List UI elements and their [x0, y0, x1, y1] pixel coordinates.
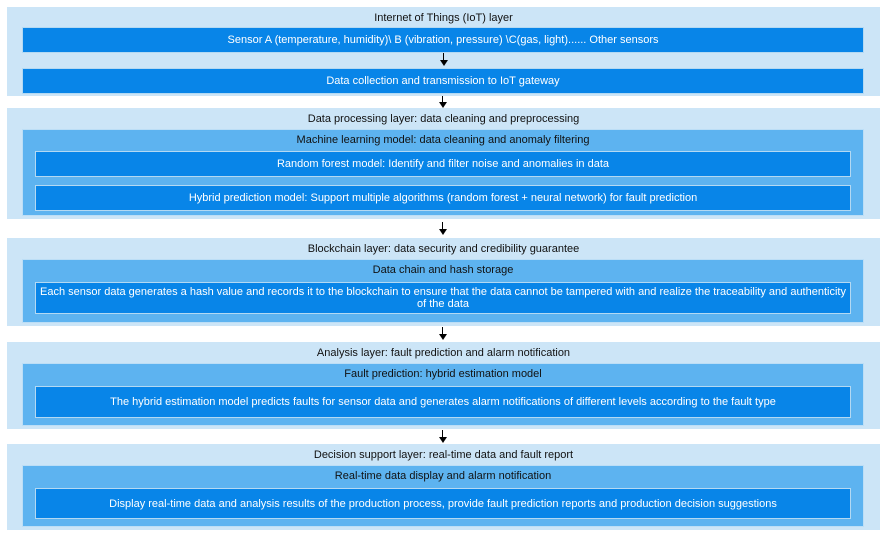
down-arrow-icon: [7, 53, 880, 67]
down-arrow-icon: [0, 219, 885, 238]
data-processing-layer-title: Data processing layer: data cleaning and preprocessing: [307, 113, 580, 125]
down-arrow-icon: [0, 429, 885, 444]
realtime-report-box-label: Display real-time data and analysis results of the production process, provide fault prediction reports and production decision suggestions: [109, 497, 777, 510]
hybrid-prediction-box: [35, 185, 851, 211]
gateway-box-label: Data collection and transmission to IoT gateway: [326, 75, 560, 87]
down-arrow-icon: [0, 96, 885, 108]
random-forest-box: [35, 151, 851, 177]
hash-storage-box: [35, 282, 851, 314]
iot-layer-panel: [7, 7, 880, 96]
fault-prediction-group: [22, 363, 864, 426]
decision-support-layer-title: Decision support layer: real-time data and fault report: [313, 449, 574, 461]
realtime-display-group: [22, 465, 864, 527]
sensors-box-label: Sensor A (temperature, humidity)\ B (vibration, pressure) \C(gas, light)...... Other sensors: [227, 34, 659, 46]
analysis-layer-panel: [7, 342, 880, 429]
down-arrow-icon: [0, 326, 885, 342]
blockchain-layer-title: Blockchain layer: data security and credibility guarantee: [307, 243, 580, 255]
arrow-head: [440, 60, 448, 66]
arrow-shaft: [442, 327, 443, 334]
realtime-report-box: [35, 488, 851, 519]
machine-learning-group: [22, 129, 864, 216]
iot-layer-title: Internet of Things (IoT) layer: [374, 12, 513, 24]
machine-learning-group-title: Machine learning model: data cleaning and anomaly filtering: [296, 134, 590, 146]
arrow-shaft: [442, 430, 443, 437]
blockchain-layer-panel: [7, 238, 880, 326]
data-processing-layer-panel: [7, 108, 880, 219]
sensors-box: [22, 27, 864, 53]
data-chain-group-title: Data chain and hash storage: [372, 264, 514, 276]
hybrid-prediction-box-label: Hybrid prediction model: Support multiple algorithms (random forest + neural network) for fault prediction: [188, 192, 698, 204]
hybrid-estimation-box: [35, 386, 851, 418]
hash-storage-box-label: Each sensor data generates a hash value and records it to the blockchain to ensure that the data cannot be tampered with and realize the traceability and authenticity of the data: [40, 286, 846, 310]
arrow-shaft: [442, 222, 443, 229]
arrow-head: [439, 102, 447, 108]
fault-prediction-group-title: Fault prediction: hybrid estimation model: [344, 368, 542, 380]
arrow-head: [439, 437, 447, 443]
data-chain-group: [22, 259, 864, 323]
gateway-box: [22, 68, 864, 94]
arrow-shaft: [443, 53, 444, 60]
random-forest-box-label: Random forest model: Identify and filter noise and anomalies in data: [276, 158, 610, 170]
hybrid-estimation-box-label: The hybrid estimation model predicts faults for sensor data and generates alarm notifications of different levels according to the fault type: [110, 396, 776, 408]
decision-support-layer-panel: [7, 444, 880, 530]
analysis-layer-title: Analysis layer: fault prediction and alarm notification: [316, 347, 571, 359]
realtime-display-group-title: Real-time data display and alarm notification: [334, 470, 552, 482]
arrow-head: [439, 229, 447, 235]
arrow-head: [439, 334, 447, 340]
